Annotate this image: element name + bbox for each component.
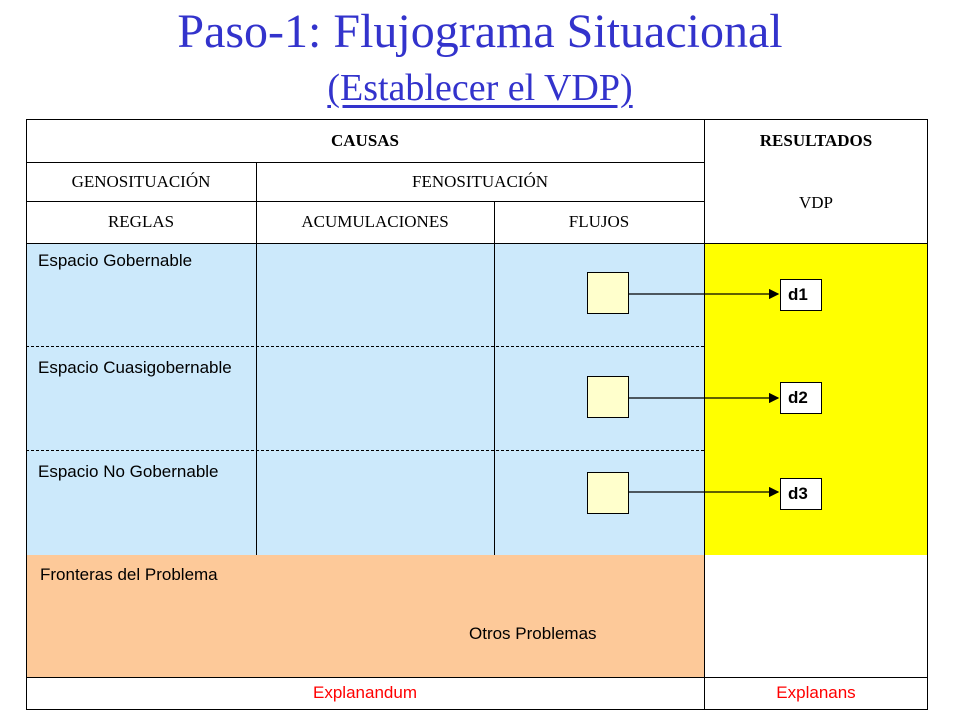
flujograma-table bbox=[26, 119, 928, 710]
espacio-cuasigobernable-label: Espacio Cuasigobernable bbox=[38, 358, 232, 377]
causas-header: CAUSAS bbox=[330, 130, 400, 150]
explanans-label: Explanans bbox=[776, 683, 856, 702]
vdp-header: VDP bbox=[798, 192, 833, 212]
page-title: Paso-1: Flujograma Situacional bbox=[177, 5, 783, 58]
flujo-arrows bbox=[26, 119, 928, 710]
otros-problemas-label: Otros Problemas bbox=[469, 624, 597, 643]
descriptor-d3: d3 bbox=[780, 478, 822, 510]
explanandum-label: Explanandum bbox=[313, 683, 417, 702]
espacio-no-gobernable-label: Espacio No Gobernable bbox=[38, 462, 219, 481]
genosituacion-header: GENOSITUACIÓN bbox=[71, 171, 211, 191]
page-subtitle: (Establecer el VDP) bbox=[327, 67, 633, 109]
resultados-header: RESULTADOS bbox=[759, 130, 873, 150]
descriptor-d1: d1 bbox=[780, 279, 822, 311]
descriptor-d2: d2 bbox=[780, 382, 822, 414]
espacio-gobernable-label: Espacio Gobernable bbox=[38, 251, 193, 270]
acumulaciones-header: ACUMULACIONES bbox=[301, 212, 449, 231]
fronteras-label: Fronteras del Problema bbox=[40, 565, 218, 584]
fenosituacion-header: FENOSITUACIÓN bbox=[412, 171, 548, 191]
flujos-header: FLUJOS bbox=[568, 212, 630, 231]
reglas-header: REGLAS bbox=[107, 212, 175, 231]
